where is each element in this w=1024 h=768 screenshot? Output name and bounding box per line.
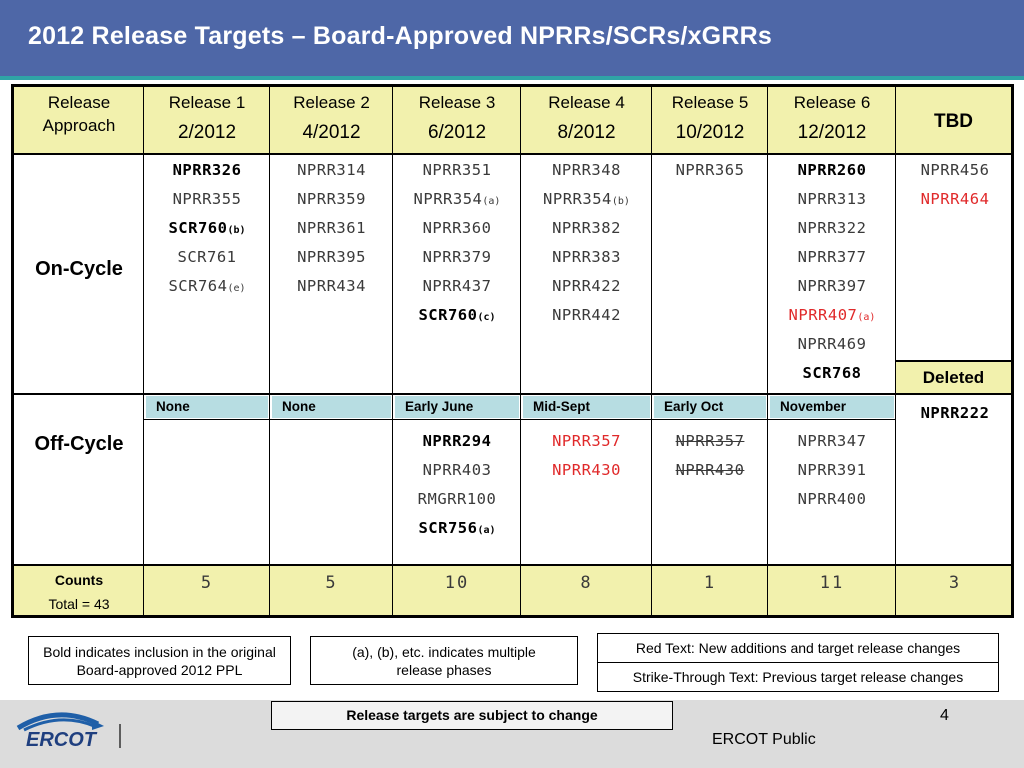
release-item <box>393 461 521 479</box>
release-item <box>768 277 896 295</box>
release-item-phase: (a) <box>477 525 496 536</box>
release-item-code: NPRR348 <box>552 161 621 179</box>
column-divider <box>767 87 768 615</box>
release-item-code: NPRR351 <box>422 161 492 179</box>
column-divider <box>269 87 270 615</box>
release-item <box>270 161 393 179</box>
release-item-code: NPRR313 <box>797 190 867 208</box>
release-item-code: SCR760 <box>168 219 228 237</box>
release-item-phase: (b) <box>227 225 246 236</box>
release-item <box>652 432 768 450</box>
deleted-label: Deleted <box>922 368 985 387</box>
release-targets-table <box>11 84 1014 618</box>
release-item-code: NPRR382 <box>552 219 621 237</box>
release-name: Release 6 <box>793 93 871 112</box>
release-item <box>393 248 521 266</box>
legend-phase-note-text: (a), (b), etc. indicates multiple release phases <box>352 644 536 678</box>
header-approach-line1: Release <box>47 93 111 112</box>
release-name: Release 5 <box>671 93 749 112</box>
release-item <box>521 190 652 208</box>
release-item-code: NPRR397 <box>797 277 867 295</box>
release-item <box>144 219 270 237</box>
release-item-code: NPRR361 <box>297 219 366 237</box>
off-cycle-timing-3: Early June <box>395 396 519 418</box>
legend-phase-note <box>310 636 578 685</box>
release-name: Release 4 <box>548 93 625 112</box>
release-item-code: NPRR354 <box>413 190 483 208</box>
release-item <box>270 190 393 208</box>
off-cycle-timing-1: None <box>146 396 268 418</box>
release-item-code: NPRR464 <box>920 190 990 208</box>
release-item <box>521 248 652 266</box>
ercot-logo <box>10 706 130 758</box>
release-item <box>652 161 768 179</box>
release-item-code: NPRR365 <box>675 161 745 179</box>
release-item-phase: (c) <box>477 312 496 323</box>
release-item <box>521 306 652 324</box>
release-item-code: NPRR469 <box>797 335 867 353</box>
header-release-3 <box>393 87 521 154</box>
release-item <box>521 277 652 295</box>
release-item <box>652 461 768 479</box>
release-date: 8/2012 <box>557 122 616 143</box>
row-divider <box>14 564 1011 566</box>
release-item-code: RMGRR100 <box>417 490 497 508</box>
header-release-1 <box>144 87 270 154</box>
release-item-code: NPRR354 <box>543 190 612 208</box>
release-item <box>144 277 270 295</box>
release-item <box>144 190 270 208</box>
header-release-5 <box>652 87 768 154</box>
release-item-code: SCR761 <box>177 248 237 266</box>
release-item-code: SCR760 <box>418 306 478 324</box>
legend-bold-note-text: Bold indicates inclusion in the original Board-approved 2012 PPL <box>43 644 276 678</box>
release-item <box>393 219 521 237</box>
release-date: 2/2012 <box>177 122 237 143</box>
release-date: 4/2012 <box>302 122 361 143</box>
header-approach-line2: Approach <box>42 116 116 135</box>
release-item-code: NPRR395 <box>297 248 366 266</box>
release-item-code: NPRR442 <box>552 306 621 324</box>
release-item <box>896 404 1014 422</box>
release-item <box>896 190 1014 208</box>
legend-red-note-text: Red Text: New additions and target release changes <box>635 640 961 656</box>
header-release-approach <box>14 87 144 154</box>
release-name: Release 2 <box>293 93 370 112</box>
row-divider <box>14 153 1011 155</box>
release-item-code: SCR764 <box>168 277 228 295</box>
row-divider <box>14 393 1011 395</box>
count-value-7: 3 <box>948 573 962 593</box>
release-date: 10/2012 <box>675 122 745 143</box>
header-release-6 <box>768 87 896 154</box>
release-item-phase: (b) <box>611 196 630 207</box>
release-item <box>270 219 393 237</box>
ercot-logo-text: ERCOT <box>26 729 96 751</box>
off-cycle-timing-5: Early Oct <box>654 396 766 418</box>
legend-strike-note-text: Strike-Through Text: Previous target release changes <box>632 669 964 685</box>
change-notice-text: Release targets are subject to change <box>346 707 598 723</box>
release-item <box>768 248 896 266</box>
release-item-phase: (a) <box>857 312 876 323</box>
release-item <box>768 461 896 479</box>
release-item-code: SCR756 <box>418 519 478 537</box>
off-cycle-timing-6: November <box>770 396 894 418</box>
release-item-code: NPRR383 <box>552 248 621 266</box>
release-item <box>521 432 652 450</box>
on-cycle-label: On-Cycle <box>35 258 123 280</box>
counts-label-cell <box>14 565 144 615</box>
release-item-code: NPRR437 <box>422 277 492 295</box>
ercot-logo-icon <box>10 706 135 758</box>
release-item <box>393 190 521 208</box>
count-value-5: 1 <box>703 573 717 593</box>
release-item <box>393 306 521 324</box>
release-item-code: NPRR260 <box>797 161 867 179</box>
release-item <box>393 432 521 450</box>
release-item-code: NPRR357 <box>552 432 621 450</box>
release-item <box>270 277 393 295</box>
slide-title: 2012 Release Targets – Board-Approved NPRRs/SCRs/xGRRs <box>28 22 772 50</box>
release-item <box>521 461 652 479</box>
release-item-code: NPRR434 <box>297 277 366 295</box>
release-item-code: NPRR391 <box>797 461 867 479</box>
count-value-2: 5 <box>325 573 338 593</box>
release-item <box>393 490 521 508</box>
release-item <box>768 161 896 179</box>
release-item-code: NPRR377 <box>797 248 867 266</box>
release-item <box>768 335 896 353</box>
release-item-code: NPRR314 <box>297 161 366 179</box>
slide-title-bar <box>0 0 1024 76</box>
release-item-code: NPRR360 <box>422 219 492 237</box>
release-item <box>768 190 896 208</box>
off-cycle-timing-4: Mid-Sept <box>523 396 650 418</box>
release-date: 6/2012 <box>427 122 487 143</box>
release-item-code: NPRR357 <box>675 432 745 450</box>
off-cycle-label: Off-Cycle <box>34 433 124 455</box>
column-divider <box>520 87 521 615</box>
release-item <box>768 306 896 324</box>
classification-label: ERCOT Public <box>712 731 816 748</box>
release-item-code: NPRR326 <box>172 161 242 179</box>
release-item-code: NPRR400 <box>797 490 867 508</box>
release-item-code: NPRR355 <box>172 190 242 208</box>
release-item-code: NPRR322 <box>797 219 867 237</box>
release-item <box>768 490 896 508</box>
release-item <box>393 519 521 537</box>
legend-bold-note <box>28 636 291 685</box>
counts-label: Counts <box>54 572 104 588</box>
legend-red-note <box>597 633 999 663</box>
release-item-code: NPRR379 <box>422 248 492 266</box>
release-item <box>144 161 270 179</box>
release-item <box>896 161 1014 179</box>
header-release-2 <box>270 87 393 154</box>
release-name: Release 1 <box>168 93 246 112</box>
column-divider <box>392 87 393 615</box>
tbd-label: TBD <box>933 111 974 132</box>
off-cycle-timing-2: None <box>272 396 391 418</box>
release-item <box>768 364 896 382</box>
release-item-code: NPRR347 <box>797 432 867 450</box>
release-item <box>270 248 393 266</box>
column-divider <box>143 87 144 615</box>
release-date: 12/2012 <box>797 122 867 143</box>
release-item-code: NPRR430 <box>552 461 621 479</box>
release-item-code: NPRR359 <box>297 190 366 208</box>
release-item <box>393 161 521 179</box>
release-item-code: NPRR222 <box>920 404 990 422</box>
release-item <box>521 161 652 179</box>
release-item <box>768 219 896 237</box>
release-item-code: NPRR403 <box>422 461 492 479</box>
deleted-label-cell <box>896 360 1011 394</box>
change-notice <box>271 701 673 730</box>
release-item-code: SCR768 <box>802 364 862 382</box>
page-number: 4 <box>940 707 949 724</box>
count-value-1: 5 <box>200 573 214 593</box>
header-tbd <box>896 87 1011 154</box>
count-value-4: 8 <box>580 573 593 593</box>
release-name: Release 3 <box>418 93 496 112</box>
release-item-code: NPRR407 <box>788 306 858 324</box>
release-item-code: NPRR294 <box>422 432 492 450</box>
count-value-3: 10 <box>444 573 470 593</box>
header-release-4 <box>521 87 652 154</box>
counts-total: Total = 43 <box>48 596 110 612</box>
release-item <box>393 277 521 295</box>
release-item <box>768 432 896 450</box>
column-divider <box>651 87 652 615</box>
column-divider <box>895 87 896 615</box>
legend-strike-note <box>597 662 999 692</box>
release-item-code: NPRR456 <box>920 161 990 179</box>
release-item-code: NPRR430 <box>675 461 745 479</box>
count-value-6: 11 <box>819 573 845 593</box>
release-item-phase: (a) <box>482 196 501 207</box>
release-item-code: NPRR422 <box>552 277 621 295</box>
release-item <box>144 248 270 266</box>
release-item <box>521 219 652 237</box>
release-item-phase: (e) <box>227 283 246 294</box>
title-accent-line <box>0 76 1024 80</box>
